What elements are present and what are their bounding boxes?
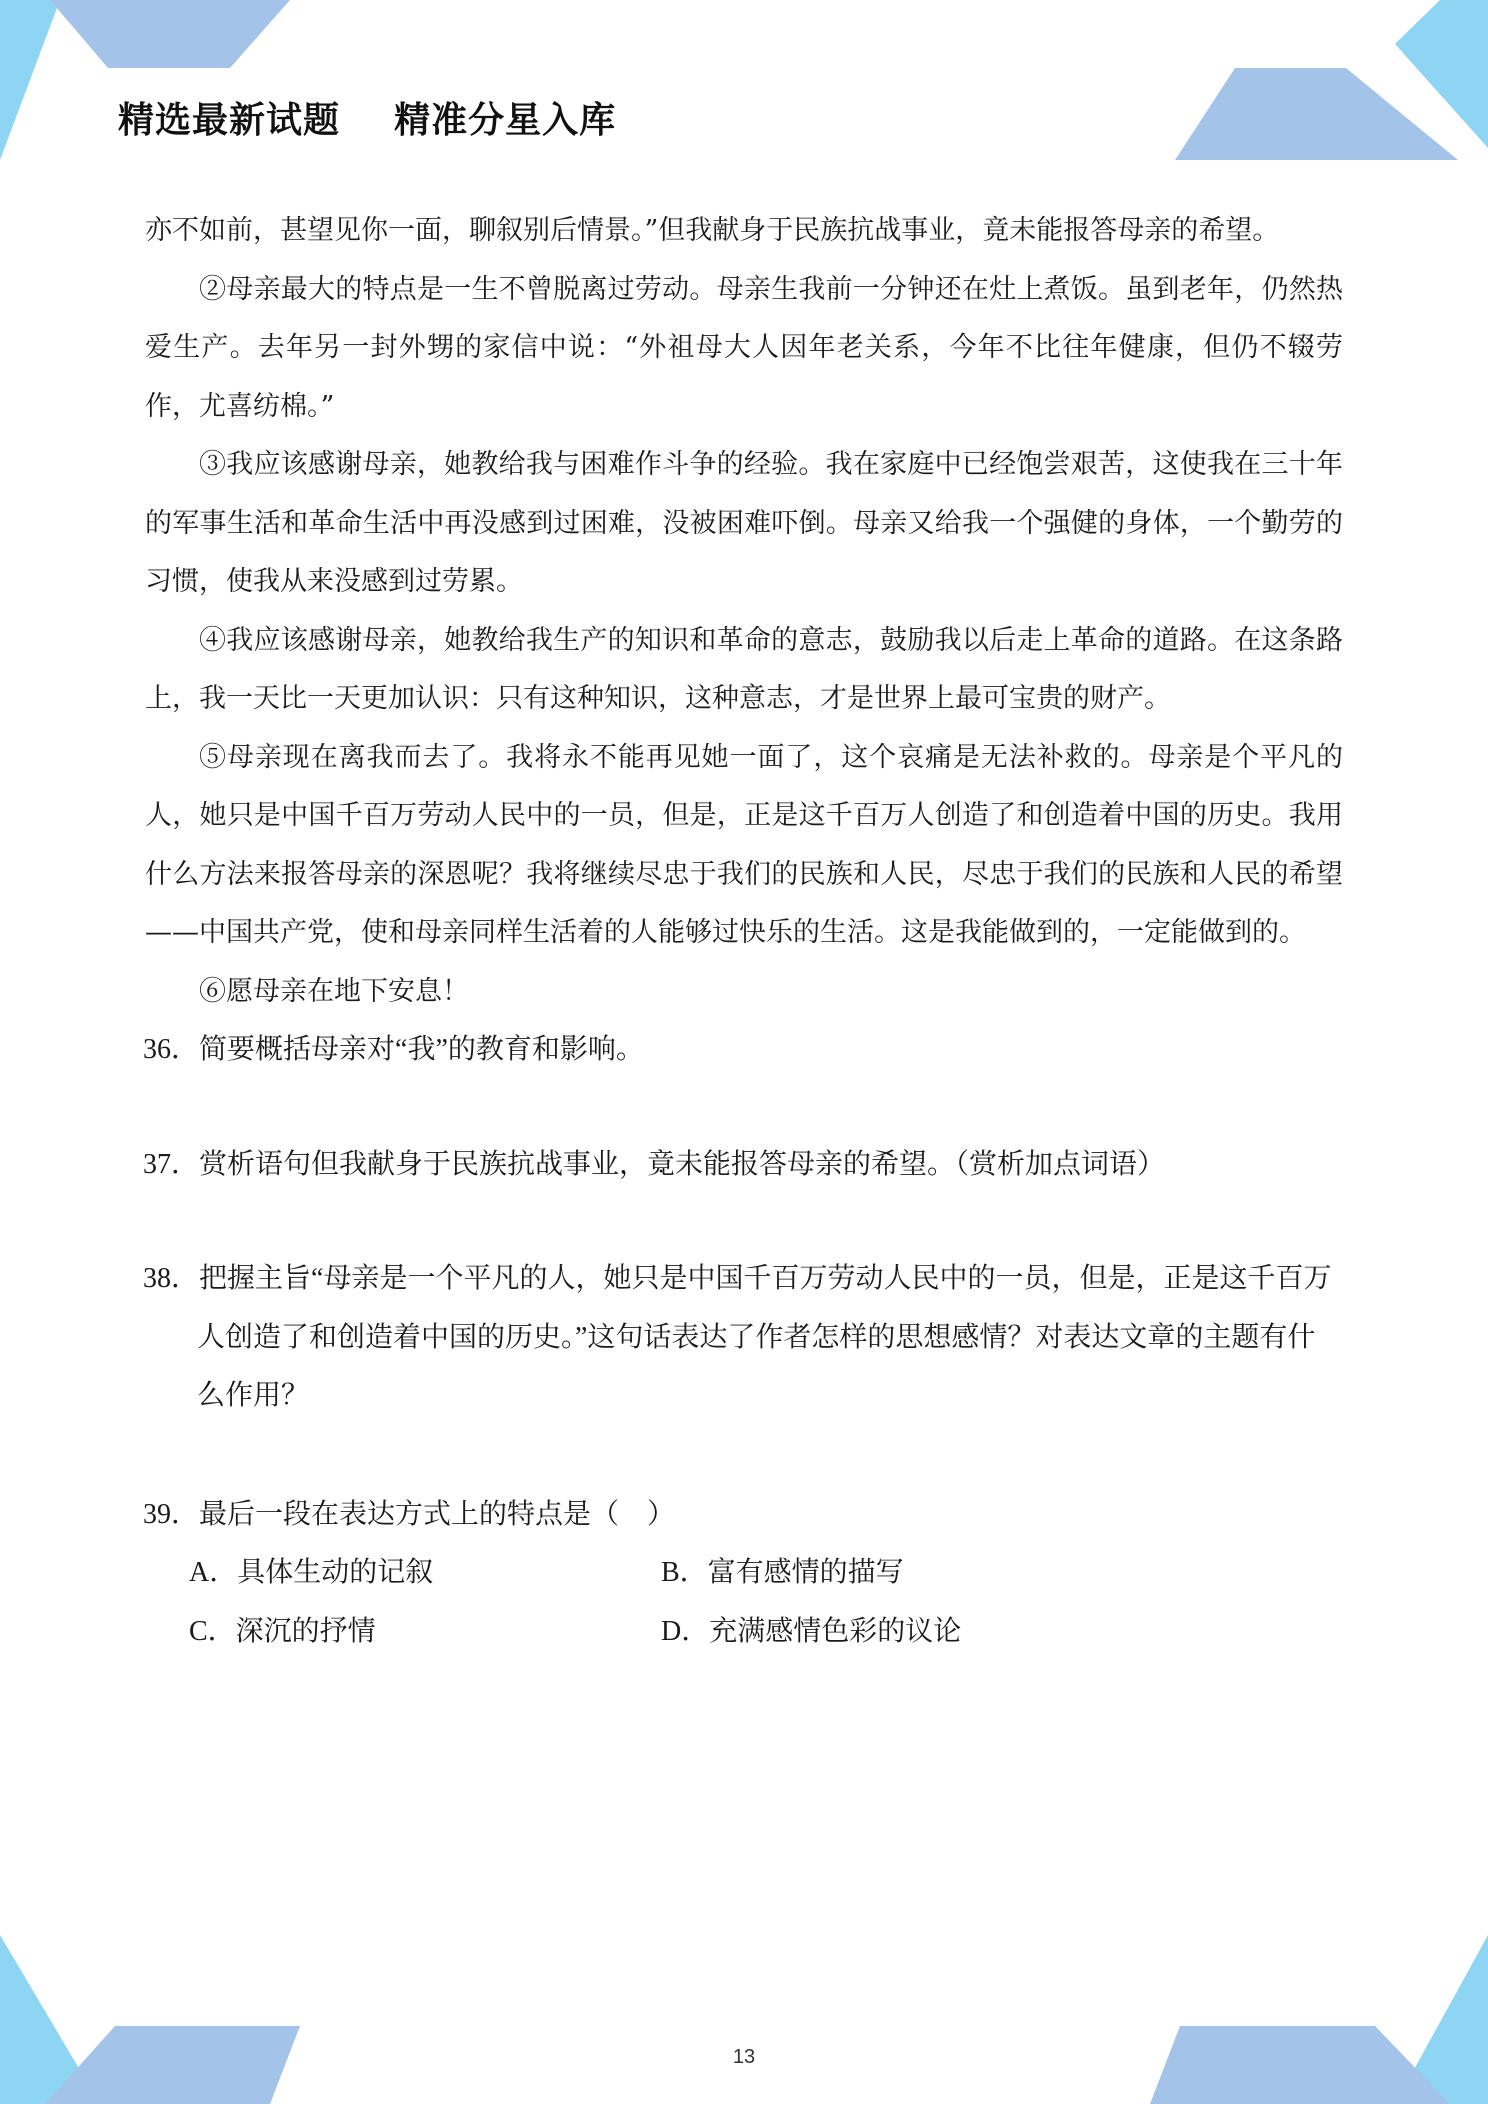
answer-space-37 <box>145 1194 1343 1250</box>
emphasized-word: 竟 <box>647 1148 676 1180</box>
question-39-text: 最后一段在表达方式上的特点是（ ） <box>199 1498 676 1530</box>
question-36-number: 36． <box>143 1034 200 1065</box>
question-37-text-after: 未能报答母亲的希望。（赏析加点词语） <box>675 1148 1166 1180</box>
question-39 <box>143 1486 1343 1545</box>
option-d[interactable]: D．充满感情色彩的议论 <box>661 1615 962 1647</box>
page-number: 13 <box>732 2046 756 2068</box>
corner-trapezoid-top-left <box>50 0 290 68</box>
question-38-text: 把握主旨“母亲是一个平凡的人，她只是中国千百万劳动人民中的一员，但是，正是这千百万人创造了和创造着中国的历史。”这句话表达了作者怎样的思想感情？对表达文章的主题有什么作用？ <box>197 1263 1332 1411</box>
option-c[interactable]: C．深沉的抒情 <box>189 1615 376 1647</box>
option-b[interactable]: B．富有感情的描写 <box>661 1557 904 1588</box>
page-content <box>145 202 1343 1661</box>
answer-space-36 <box>145 1080 1343 1136</box>
option-a[interactable]: A．具体生动的记叙 <box>189 1557 434 1588</box>
passage-continued: 亦不如前，甚望见你一面，聊叙别后情景。”但我献身于民族抗战事业，竟未能报答母亲的希望。 <box>145 215 1280 246</box>
question-38 <box>143 1250 1343 1426</box>
question-38-number: 38． <box>143 1263 200 1294</box>
passage-paragraph-6: ⑥愿母亲在地下安息！ <box>199 975 469 1007</box>
options-row-1 <box>189 1544 1343 1603</box>
header-title: 精选最新试题 精准分星入库 <box>118 100 617 141</box>
answer-space-38 <box>145 1426 1343 1486</box>
question-37-text-before: 赏析语句但我献身于民族抗战事业， <box>199 1148 648 1180</box>
corner-triangle-top-left <box>0 0 60 160</box>
passage-paragraph-3: ③我应该感谢母亲，她教给我与困难作斗争的经验。我在家庭中已经饱尝艰苦，这使我在三十年的军事生活和革命生活中再没感到过困难，没被困难吓倒。母亲又给我一个强健的身体，一个勤劳的习惯，使我从来没感到过劳累。 <box>145 449 1343 597</box>
corner-trapezoid-top-right <box>1175 68 1458 160</box>
passage-paragraph-4: ④我应该感谢母亲，她教给我生产的知识和革命的意志，鼓励我以后走上革命的道路。在这条路上，我一天比一天更加认识：只有这种知识，这种意志，才是世界上最可宝贵的财产。 <box>145 624 1343 714</box>
question-36-text: 简要概括母亲对“我”的教育和影响。 <box>199 1034 644 1065</box>
passage-paragraph-2: ②母亲最大的特点是一生不曾脱离过劳动。母亲生我前一分钟还在灶上煮饭。虽到老年，仍然热爱生产。去年另一封外甥的家信中说：“外祖母大人因年老关系，今年不比往年健康，但仍不辍劳作，尤喜纺棉。” <box>145 273 1343 422</box>
question-39-number: 39． <box>143 1498 200 1530</box>
question-39-options <box>189 1544 1343 1661</box>
question-37-number: 37． <box>143 1148 200 1180</box>
options-row-2 <box>189 1603 1343 1662</box>
question-36 <box>143 1021 1343 1080</box>
question-37 <box>143 1136 1343 1195</box>
passage-paragraph-5: ⑤母亲现在离我而去了。我将永不能再见她一面了，这个哀痛是无法补救的。母亲是个平凡的人，她只是中国千百万劳动人民中的一员，但是，正是这千百万人创造了和创造着中国的历史。我用什么方法来报答母亲的深恩呢？我将继续尽忠于我们的民族和人民，尽忠于我们的民族和人民的希望——中国共产党，使和母亲同样生活着的人能够过快乐的生活。这是我能做到的，一定能做到的。 <box>145 741 1343 948</box>
